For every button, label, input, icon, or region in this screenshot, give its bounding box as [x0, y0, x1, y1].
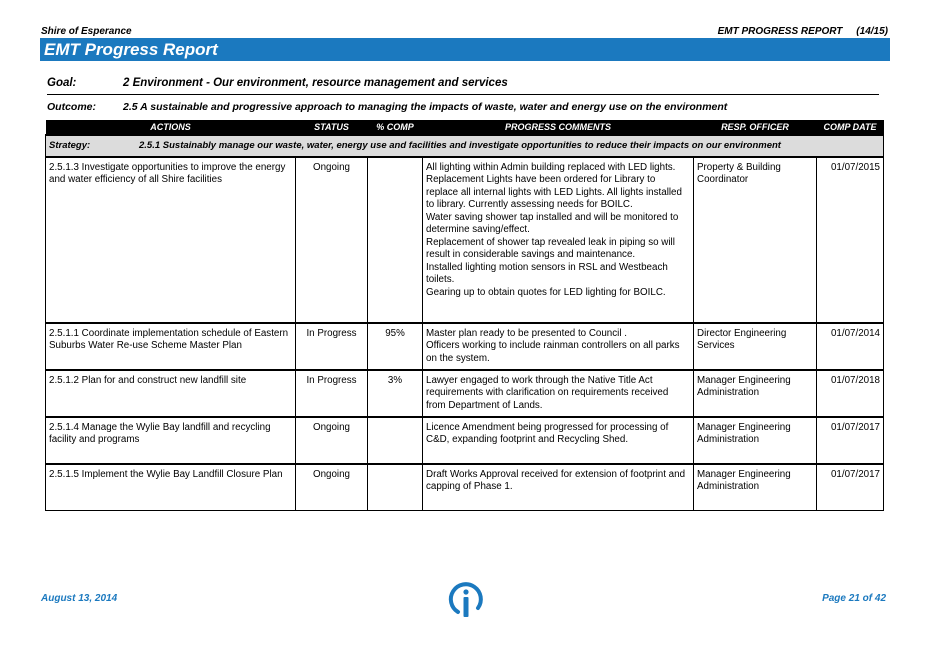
table-row	[46, 464, 884, 511]
comment-line: Officers working to include rainman controllers on all parks on the system.	[426, 340, 680, 364]
column-header-comments: PROGRESS COMMENTS	[423, 120, 694, 135]
action-cell: 2.5.1.5 Implement the Wylie Bay Landfill Closure Plan	[46, 464, 296, 511]
officer-cell: Director Engineering Services	[694, 323, 817, 370]
officer-cell: Manager Engineering Administration	[694, 464, 817, 511]
organisation-name: Shire of Esperance	[41, 26, 132, 37]
footer-page-number: Page 21 of 42	[822, 593, 886, 604]
table-row	[46, 370, 884, 417]
officer-cell: Manager Engineering Administration	[694, 370, 817, 417]
comp-cell	[368, 417, 423, 464]
column-header-date: COMP DATE	[817, 120, 884, 135]
column-header-actions: ACTIONS	[46, 120, 296, 135]
status-cell: Ongoing	[296, 464, 368, 511]
footer-date: August 13, 2014	[41, 593, 118, 604]
comments-cell	[423, 323, 694, 370]
comment-line: Water saving shower tap installed and will be monitored to determine saving/effect.	[426, 211, 679, 235]
comment-line: Gearing up to obtain quotes for LED lighting for BOILC.	[426, 286, 666, 298]
comments-cell	[423, 157, 694, 323]
action-cell: 2.5.1.2 Plan for and construct new landfill site	[46, 370, 296, 417]
comment-line: Installed lighting motion sensors in RSL and Westbeach toilets.	[426, 261, 668, 285]
comp-cell	[368, 157, 423, 323]
goal-text: 2 Environment - Our environment, resource management and services	[123, 77, 508, 89]
info-i-icon	[444, 578, 488, 622]
comment-line: Replacement of shower tap revealed leak in piping so will result in considerable savings and maintenance.	[426, 236, 675, 260]
comment-line: Licence Amendment being progressed for processing of C&D, expanding footprint and Recycling Shed.	[426, 421, 669, 445]
comments-cell	[423, 370, 694, 417]
comment-line: Draft Works Approval received for extension of footprint and capping of Phase 1.	[426, 468, 686, 492]
comments-cell	[423, 464, 694, 511]
strategy-text: 2.5.1 Sustainably manage our waste, water, energy use and facilities and investigate opportunities to reduce their impacts on our environment	[139, 140, 781, 151]
goal-label: Goal:	[47, 77, 77, 89]
action-cell: 2.5.1.1 Coordinate implementation schedule of Eastern Suburbs Water Re-use Scheme Master Plan	[46, 323, 296, 370]
report-reference: EMT PROGRESS REPORT (14/15)	[717, 26, 888, 37]
table-row	[46, 157, 884, 323]
comp-cell: 3%	[368, 370, 423, 417]
column-header-status: STATUS	[296, 120, 368, 135]
status-cell: Ongoing	[296, 157, 368, 323]
progress-table	[45, 120, 884, 511]
comp-cell	[368, 464, 423, 511]
status-cell: Ongoing	[296, 417, 368, 464]
officer-cell: Manager Engineering Administration	[694, 417, 817, 464]
date-cell: 01/07/2017	[817, 417, 884, 464]
status-cell: In Progress	[296, 323, 368, 370]
comp-cell: 95%	[368, 323, 423, 370]
table-header-row	[46, 120, 884, 135]
info-logo-svg	[444, 578, 488, 622]
page-title: EMT Progress Report	[40, 38, 890, 61]
table-row	[46, 323, 884, 370]
outcome-text: 2.5 A sustainable and progressive approach to managing the impacts of waste, water and energy use on the environment	[123, 101, 728, 113]
outcome-label: Outcome:	[47, 101, 97, 113]
date-cell: 01/07/2017	[817, 464, 884, 511]
date-cell: 01/07/2014	[817, 323, 884, 370]
strategy-label: Strategy:	[49, 140, 91, 151]
strategy-cell	[46, 135, 884, 157]
status-cell: In Progress	[296, 370, 368, 417]
action-cell: 2.5.1.3 Investigate opportunities to improve the energy and water efficiency of all Shire facilities	[46, 157, 296, 323]
column-header-officer: RESP. OFFICER	[694, 120, 817, 135]
comments-cell	[423, 417, 694, 464]
strategy-row	[46, 135, 884, 157]
goal-row	[47, 77, 879, 95]
date-cell: 01/07/2018	[817, 370, 884, 417]
table-row	[46, 417, 884, 464]
officer-cell: Property & Building Coordinator	[694, 157, 817, 323]
comment-line: All lighting within Admin building replaced with LED lights. Replacement Lights have been ordered for Library to replace all internal lights with LED Lights. All lights installed to library. Currently assessing needs for BOILC.	[426, 161, 682, 210]
comment-line: Master plan ready to be presented to Council .	[426, 327, 627, 339]
comment-line: Lawyer engaged to work through the Native Title Act requirements with clarification on requirements received from Department of Lands.	[426, 374, 669, 411]
date-cell: 01/07/2015	[817, 157, 884, 323]
column-header-comp: % COMP	[368, 120, 423, 135]
action-cell: 2.5.1.4 Manage the Wylie Bay landfill and recycling facility and programs	[46, 417, 296, 464]
